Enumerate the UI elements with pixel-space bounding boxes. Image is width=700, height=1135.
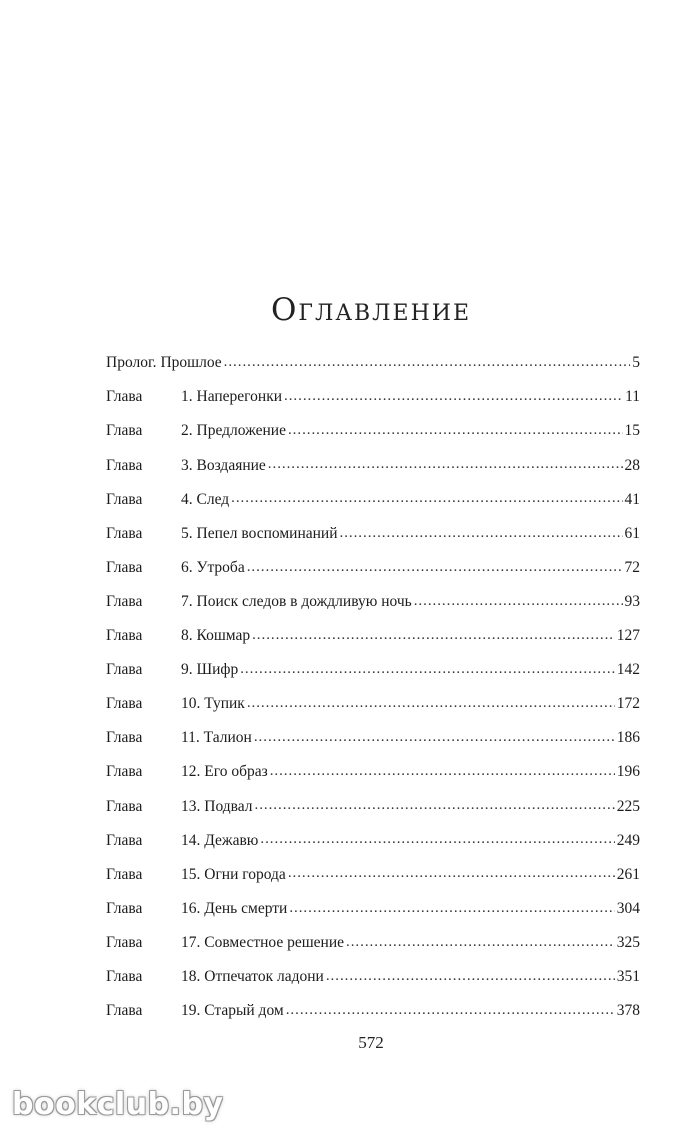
- entry-title: 16. День смерти: [181, 899, 288, 917]
- entry-page-number: 41: [624, 490, 640, 508]
- entry-label: [106, 696, 245, 712]
- entry-prefix: Глава: [106, 558, 143, 576]
- toc-entry: [106, 585, 640, 619]
- dot-leader: [224, 355, 631, 371]
- toc-entry: [106, 551, 640, 585]
- entry-prefix: Глава: [106, 899, 143, 917]
- entry-label: [106, 867, 286, 883]
- entry-prefix: Глава: [106, 456, 143, 474]
- dot-leader: [288, 866, 615, 882]
- dot-leader: [268, 457, 623, 473]
- entry-title: 5. Пепел воспоминаний: [181, 524, 338, 542]
- dot-leader: [326, 969, 615, 985]
- entry-title: 19. Старый дом: [181, 1002, 284, 1020]
- entry-page-number: 249: [616, 831, 640, 849]
- entry-prefix: Глава: [106, 388, 143, 406]
- entry-title: 14. Дежавю: [181, 831, 259, 849]
- entry-title: 3. Воздаяние: [181, 456, 266, 474]
- entry-label: [106, 389, 282, 405]
- entry-prefix: Глава: [106, 831, 143, 849]
- entry-label: [106, 560, 245, 576]
- entry-label: [106, 662, 238, 678]
- entry-page-number: 72: [624, 558, 640, 576]
- entry-prefix: Глава: [106, 422, 143, 440]
- entry-page-number: 172: [616, 695, 640, 713]
- watermark-logo: bookclub.by: [12, 1087, 224, 1122]
- entry-page-number: 304: [616, 899, 640, 917]
- entry-prefix: Глава: [106, 661, 143, 679]
- entry-prefix: Глава: [106, 592, 143, 610]
- dot-leader: [270, 764, 615, 780]
- dot-leader: [240, 662, 615, 678]
- entry-page-number: 5: [632, 354, 640, 372]
- entry-title: 8. Кошмар: [181, 627, 251, 645]
- toc-entry: [106, 721, 640, 755]
- entry-title: 11. Талион: [181, 729, 252, 747]
- entry-label: [106, 935, 344, 951]
- toc-entry: [106, 380, 640, 414]
- dot-leader: [414, 594, 623, 610]
- toc-entry: [106, 892, 640, 926]
- entry-page-number: 261: [616, 865, 640, 883]
- table-of-contents: [106, 346, 640, 1028]
- entry-page-number: 142: [616, 661, 640, 679]
- dot-leader: [289, 901, 614, 917]
- entry-prefix: Глава: [106, 695, 143, 713]
- toc-entry: [106, 994, 640, 1028]
- toc-entry: [106, 823, 640, 857]
- entry-title: 4. След: [181, 490, 230, 508]
- entry-prefix: Глава: [106, 763, 143, 781]
- entry-prefix: Пролог.: [106, 354, 157, 372]
- entry-page-number: 61: [624, 524, 640, 542]
- entry-title: 12. Его образ: [181, 763, 268, 781]
- entry-label: [106, 799, 253, 815]
- toc-entry: [106, 653, 640, 687]
- entry-label: [106, 628, 250, 644]
- entry-title: 15. Огни города: [181, 865, 286, 883]
- entry-label: [106, 492, 229, 508]
- entry-title: 9. Шифр: [181, 661, 239, 679]
- toc-entry: [106, 448, 640, 482]
- toc-entry: [106, 482, 640, 516]
- entry-prefix: Глава: [106, 797, 143, 815]
- entry-prefix: Глава: [106, 933, 143, 951]
- entry-label: [106, 526, 338, 542]
- entry-title: 2. Предложение: [181, 422, 286, 440]
- dot-leader: [284, 389, 623, 405]
- entry-page-number: 225: [616, 797, 640, 815]
- entry-page-number: 351: [616, 967, 640, 985]
- entry-title: 6. Утроба: [181, 558, 245, 576]
- toc-entry: [106, 687, 640, 721]
- entry-title: 10. Тупик: [181, 695, 245, 713]
- entry-prefix: Глава: [106, 865, 143, 883]
- entry-title: 17. Совместное решение: [181, 933, 345, 951]
- entry-prefix: Глава: [106, 967, 143, 985]
- entry-page-number: 127: [616, 627, 640, 645]
- dot-leader: [252, 628, 615, 644]
- toc-entry: [106, 789, 640, 823]
- entry-label: [106, 594, 412, 610]
- entry-page-number: 93: [624, 592, 640, 610]
- dot-leader: [254, 730, 615, 746]
- entry-prefix: Глава: [106, 524, 143, 542]
- dot-leader: [340, 526, 623, 542]
- entry-label: [106, 355, 222, 371]
- entry-label: [106, 833, 258, 849]
- entry-page-number: 11: [625, 388, 640, 406]
- entry-label: [106, 901, 287, 917]
- dot-leader: [255, 798, 615, 814]
- page-title: Оглавление: [270, 292, 472, 328]
- entry-label: [106, 764, 268, 780]
- entry-prefix: Глава: [106, 729, 143, 747]
- toc-entry: [106, 755, 640, 789]
- entry-title: 1. Наперегонки: [181, 388, 283, 406]
- dot-leader: [231, 491, 622, 507]
- dot-leader: [247, 560, 623, 576]
- entry-label: [106, 969, 324, 985]
- entry-prefix: Глава: [106, 1002, 143, 1020]
- entry-page-number: 325: [616, 933, 640, 951]
- toc-entry: [106, 857, 640, 891]
- entry-page-number: 378: [616, 1002, 640, 1020]
- toc-entry: [106, 926, 640, 960]
- entry-label: [106, 1003, 284, 1019]
- toc-entry: [106, 414, 640, 448]
- dot-leader: [260, 832, 614, 848]
- entry-page-number: 196: [616, 763, 640, 781]
- entry-label: [106, 423, 286, 439]
- entry-title: 7. Поиск следов в дождливую ночь: [181, 592, 412, 610]
- page-number: 572: [358, 1033, 384, 1052]
- entry-page-number: 15: [624, 422, 640, 440]
- entry-label: [106, 458, 266, 474]
- dot-leader: [288, 423, 623, 439]
- entry-title: Прошлое: [160, 354, 222, 372]
- entry-page-number: 186: [616, 729, 640, 747]
- entry-label: [106, 730, 252, 746]
- toc-entry: [106, 516, 640, 550]
- entry-prefix: Глава: [106, 490, 143, 508]
- entry-page-number: 28: [624, 456, 640, 474]
- dot-leader: [286, 1003, 615, 1019]
- entry-title: 13. Подвал: [181, 797, 253, 815]
- entry-prefix: Глава: [106, 627, 143, 645]
- toc-entry: [106, 346, 640, 380]
- entry-title: 18. Отпечаток ладони: [181, 967, 324, 985]
- dot-leader: [346, 935, 615, 951]
- toc-entry: [106, 960, 640, 994]
- toc-entry: [106, 619, 640, 653]
- dot-leader: [247, 696, 615, 712]
